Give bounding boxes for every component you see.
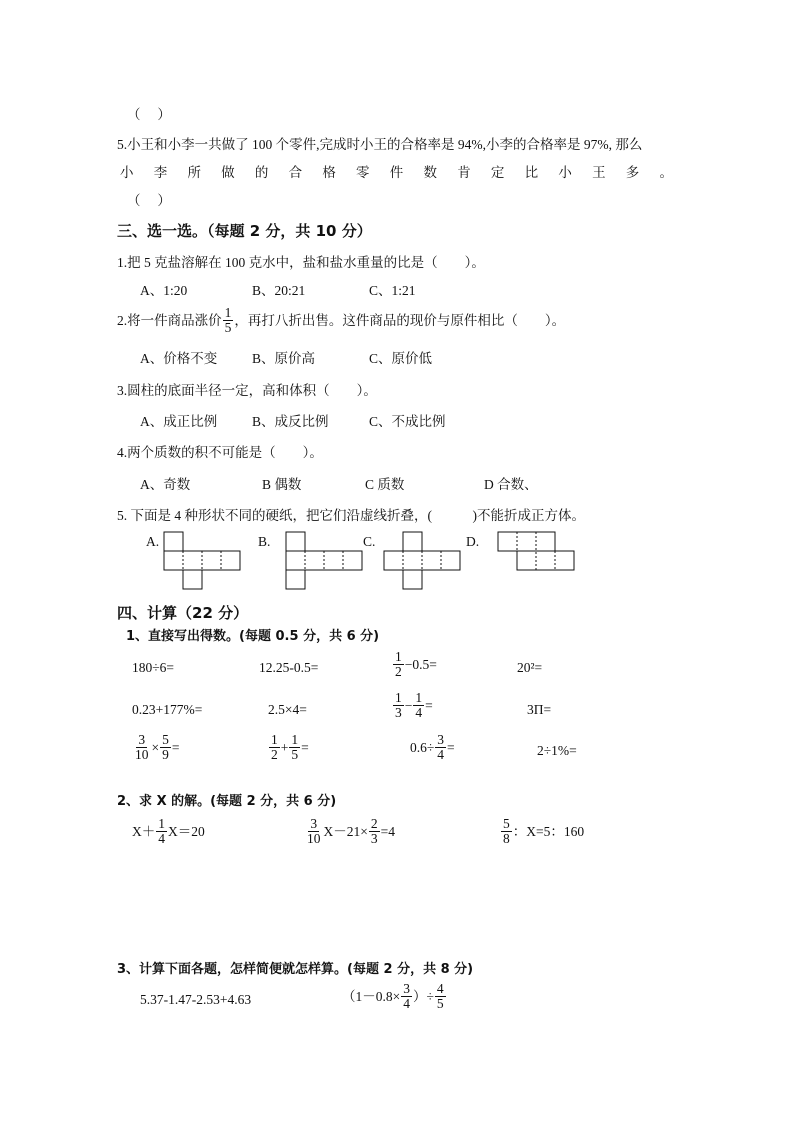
fraction: $\frac{3}{10}$ (307, 816, 321, 847)
s3-q4-option-b: B 偶数 (262, 477, 302, 492)
q5-line2: 小 李 所 做 的 合 格 零 件 数 肯 定 比 小 王 多 。 (120, 165, 673, 180)
section3-title: 三、选一选。（每题 2 分，共 10 分） (117, 222, 372, 240)
calc-2: 12.25-0.5= (259, 660, 319, 675)
cube-net-c (380, 530, 464, 594)
fraction: $\frac{1}{4}$ (158, 816, 165, 847)
fraction: $\frac{1}{2}$ (395, 649, 402, 680)
s3-q2-option-a: A、价格不变 (140, 351, 218, 366)
sub2-title: 2、求 X 的解。(每题 2 分，共 6 分) (117, 794, 337, 809)
calc-9: $\frac{3}{10}$ × $\frac{5}{9}$ = (135, 732, 180, 763)
equation-1: X＋ $\frac{1}{4}$ X＝20 (132, 816, 205, 847)
fraction: $\frac{1}{5}$ (291, 732, 299, 763)
s3-q4-option-d: D 合数、 (484, 477, 538, 492)
q5-line1: 5.小王和小李一共做了 100 个零件,完成时小王的合格率是 94%,小李的合格率是 97%, 那么 (117, 137, 643, 152)
calc-8: 3Π= (527, 702, 552, 717)
sub1-title: 1、直接写出得数。(每题 0.5 分，共 6 分) (126, 629, 380, 644)
net-b-label: B. (258, 534, 271, 549)
fraction: $\frac{3}{10}$ (135, 732, 149, 763)
q-paren-top: （ ） (127, 107, 171, 122)
s3-q1-option-b: B、20:21 (252, 283, 306, 298)
s3-q4-option-c: C 质数 (365, 477, 405, 492)
sub3-title: 3、计算下面各题，怎样简便就怎样算。(每题 2 分，共 8 分) (117, 962, 474, 977)
fraction: $\frac{1}{2}$ (271, 732, 278, 763)
simplify-1: 5.37-1.47-2.53+4.63 (140, 992, 252, 1007)
s3-q5-stem: 5. 下面是 4 种形状不同的硬纸，把它们沿虚线折叠，( )不能折成正方体。 (117, 508, 585, 523)
s3-q2-stem: 2.将一件商品涨价 $\frac{1}{5}$ ，再打八折出售。这件商品的现价与原件相比（ ）。 (117, 305, 566, 336)
fraction: $\frac{4}{5}$ (436, 981, 444, 1012)
fraction: $\frac{1}{4}$ (415, 690, 423, 721)
net-a-label: A. (146, 534, 160, 549)
q5-paren: （ ） (127, 193, 171, 208)
calc-6: 2.5×4= (268, 702, 307, 717)
fraction: $\frac{1}{5}$ (224, 305, 232, 336)
equation-2: $\frac{3}{10}$ X－21× $\frac{2}{3}$ =4 (307, 816, 395, 847)
s3-q2-option-c: C、原价低 (369, 351, 433, 366)
s3-q3-stem: 3.圆柱的底面半径一定，高和体积（ ）。 (117, 383, 377, 398)
fraction: $\frac{1}{3}$ (395, 690, 402, 721)
calc-11: 0.6÷ $\frac{3}{4}$ = (410, 732, 455, 763)
calc-3: $\frac{1}{2}$ −0.5= (395, 649, 437, 680)
s3-q1-option-a: A、1:20 (140, 283, 188, 298)
s3-q3-option-b: B、成反比例 (252, 414, 329, 429)
cube-net-a (160, 530, 244, 594)
simplify-2: （1－0.8× $\frac{3}{4}$ ）÷ $\frac{4}{5}$ (342, 981, 444, 1012)
fraction: $\frac{5}{9}$ (162, 732, 169, 763)
fraction: $\frac{5}{8}$ (503, 816, 510, 847)
s3-q4-option-a: A、奇数 (140, 477, 191, 492)
fraction: $\frac{2}{3}$ (370, 816, 378, 847)
calc-4: 20²= (517, 660, 543, 675)
s3-q3-option-a: A、成正比例 (140, 414, 218, 429)
cube-net-d (494, 530, 578, 594)
net-d-label: D. (466, 534, 480, 549)
s3-q2-option-b: B、原价高 (252, 351, 316, 366)
calc-5: 0.23+177%= (132, 702, 203, 717)
net-c-label: C. (363, 534, 376, 549)
calc-1: 180÷6= (132, 660, 175, 675)
s3-q1-stem: 1.把 5 克盐溶解在 100 克水中，盐和盐水重量的比是（ ）。 (117, 255, 485, 270)
s3-q4-stem: 4.两个质数的积不可能是（ ）。 (117, 445, 323, 460)
calc-12: 2÷1%= (537, 743, 577, 758)
calc-10: $\frac{1}{2}$ + $\frac{1}{5}$ = (271, 732, 309, 763)
calc-7: $\frac{1}{3}$ − $\frac{1}{4}$ = (395, 690, 433, 721)
s3-q1-option-c: C、1:21 (369, 283, 416, 298)
fraction: $\frac{3}{4}$ (437, 732, 445, 763)
equation-3: $\frac{5}{8}$ ：X=5：160 (503, 816, 585, 847)
fraction: $\frac{3}{4}$ (403, 981, 410, 1012)
cube-net-b (280, 530, 364, 594)
s3-q3-option-c: C、不成比例 (369, 414, 446, 429)
section4-title: 四、计算（22 分） (117, 604, 249, 622)
